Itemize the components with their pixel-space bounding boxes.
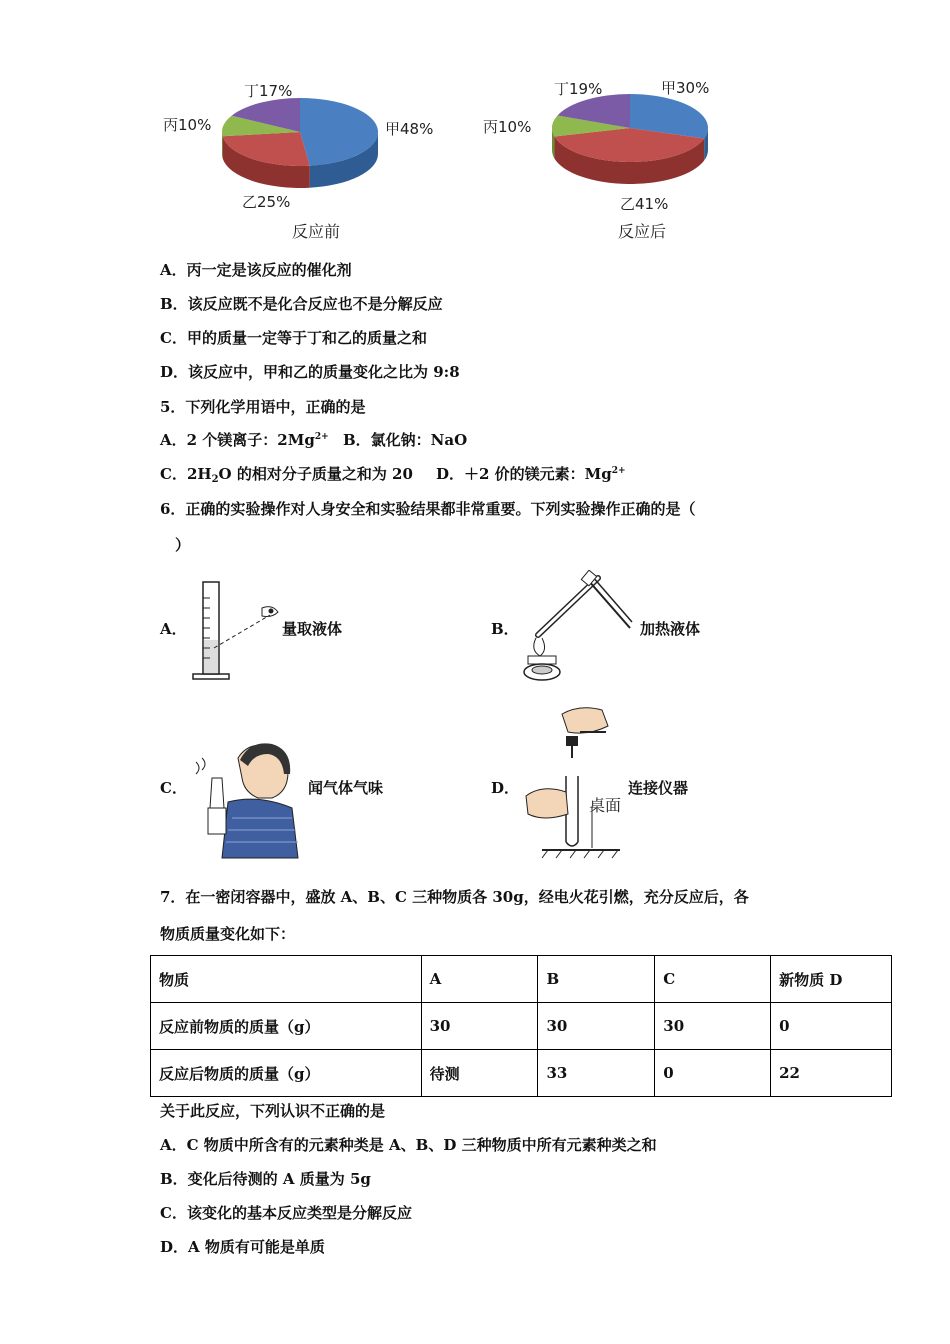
table-cell: 反应前物质的质量（g） bbox=[151, 1003, 422, 1050]
q5-stem: 5．下列化学用语中，正确的是 bbox=[160, 398, 366, 416]
q6-stem: 6．正确的实验操作对人身安全和实验结果都非常重要。下列实验操作正确的是（ bbox=[160, 500, 696, 518]
pie-before-label-yi: 乙25% bbox=[242, 193, 291, 211]
pie-after-label-ding: 丁19% bbox=[554, 80, 603, 98]
q6-stem-end: ） bbox=[175, 536, 191, 554]
q4-option-b: B．该反应既不是化合反应也不是分解反应 bbox=[160, 295, 443, 313]
q6-option-a-letter: A． bbox=[160, 620, 187, 638]
pie-after-label-bing: 丙10% bbox=[483, 118, 532, 136]
q5-option-d: D．＋2 价的镁元素：$Mg^{2+}$ bbox=[436, 465, 626, 483]
q7-option-c: C．该变化的基本反应类型是分解反应 bbox=[160, 1204, 412, 1222]
pie-before-label-bing: 丙10% bbox=[163, 116, 212, 134]
q7-option-d: D．A 物质有可能是单质 bbox=[160, 1238, 325, 1256]
q5-option-b: B．氯化钠：NaO bbox=[343, 431, 468, 449]
table-header-cell: C bbox=[655, 956, 771, 1003]
q6-option-b-label: 加热液体 bbox=[640, 620, 701, 638]
table-cell: 30 bbox=[538, 1003, 655, 1050]
table-cell: 22 bbox=[771, 1050, 892, 1097]
q7-question: 关于此反应，下列认识不正确的是 bbox=[160, 1102, 386, 1120]
q6-option-b-letter: B． bbox=[491, 620, 519, 638]
table-cell: 30 bbox=[421, 1003, 538, 1050]
q7-stem-line1: 7．在一密闭容器中，盛放 A、B、C 三种物质各 30g，经电火花引燃，充分反应后，各 bbox=[160, 888, 749, 906]
heating-test-tube-illustration bbox=[518, 570, 636, 688]
q7-stem-line2: 物质质量变化如下： bbox=[160, 925, 296, 943]
table-cell: 0 bbox=[655, 1050, 771, 1097]
table-header-cell: 新物质 D bbox=[771, 956, 892, 1003]
table-header-cell: 物质 bbox=[151, 956, 422, 1003]
table-cell: 0 bbox=[771, 1003, 892, 1050]
q4-option-a: A．丙一定是该反应的催化剂 bbox=[160, 261, 352, 279]
q7-option-a: A．C 物质中所含有的元素种类是 A、B、D 三种物质中所有元素种类之和 bbox=[160, 1136, 657, 1154]
q6-option-d-desk-label: 桌面 bbox=[589, 796, 622, 815]
pie-after-caption: 反应后 bbox=[618, 222, 667, 241]
student-smelling-gas-illustration bbox=[188, 738, 304, 860]
table-cell: 30 bbox=[655, 1003, 771, 1050]
table-header-row bbox=[151, 956, 892, 1003]
table-cell: 33 bbox=[538, 1050, 655, 1097]
pie-chart-before bbox=[215, 90, 385, 200]
q7-data-table bbox=[150, 955, 892, 1097]
q6-option-c-label: 闻气体气味 bbox=[308, 779, 384, 797]
pie-before-label-ding: 丁17% bbox=[244, 82, 293, 100]
pie-before-caption: 反应前 bbox=[292, 222, 341, 241]
q6-option-d-label: 连接仪器 bbox=[628, 779, 689, 797]
q4-option-d: D．该反应中，甲和乙的质量变化之比为 9:8 bbox=[160, 363, 460, 381]
q4-option-c: C．甲的质量一定等于丁和乙的质量之和 bbox=[160, 329, 427, 347]
pie-before-side-丙 bbox=[222, 132, 223, 158]
q7-option-b: B．变化后待测的 A 质量为 5g bbox=[160, 1170, 371, 1188]
pie-after-label-yi: 乙41% bbox=[620, 195, 669, 213]
table-cell: 反应后物质的质量（g） bbox=[151, 1050, 422, 1097]
pie-chart-after bbox=[545, 86, 715, 196]
table-header-cell: A bbox=[421, 956, 538, 1003]
q6-option-c-letter: C． bbox=[160, 779, 187, 797]
q6-option-d-letter: D． bbox=[491, 779, 520, 797]
q5-option-c: C．$2H_2O$ 的相对分子质量之和为 20 bbox=[160, 465, 413, 485]
table-cell: 待测 bbox=[421, 1050, 538, 1097]
q5-option-a: A．2 个镁离子：$2Mg^{2+}$ bbox=[160, 431, 329, 449]
q6-option-a-label: 量取液体 bbox=[282, 620, 343, 638]
table-header-cell: B bbox=[538, 956, 655, 1003]
table-row bbox=[151, 1050, 892, 1097]
pie-after-label-jia: 甲30% bbox=[661, 79, 710, 97]
graduated-cylinder-illustration bbox=[186, 578, 281, 688]
connecting-instruments-illustration bbox=[522, 702, 622, 860]
table-row bbox=[151, 1003, 892, 1050]
pie-before-label-jia: 甲48% bbox=[385, 120, 434, 138]
